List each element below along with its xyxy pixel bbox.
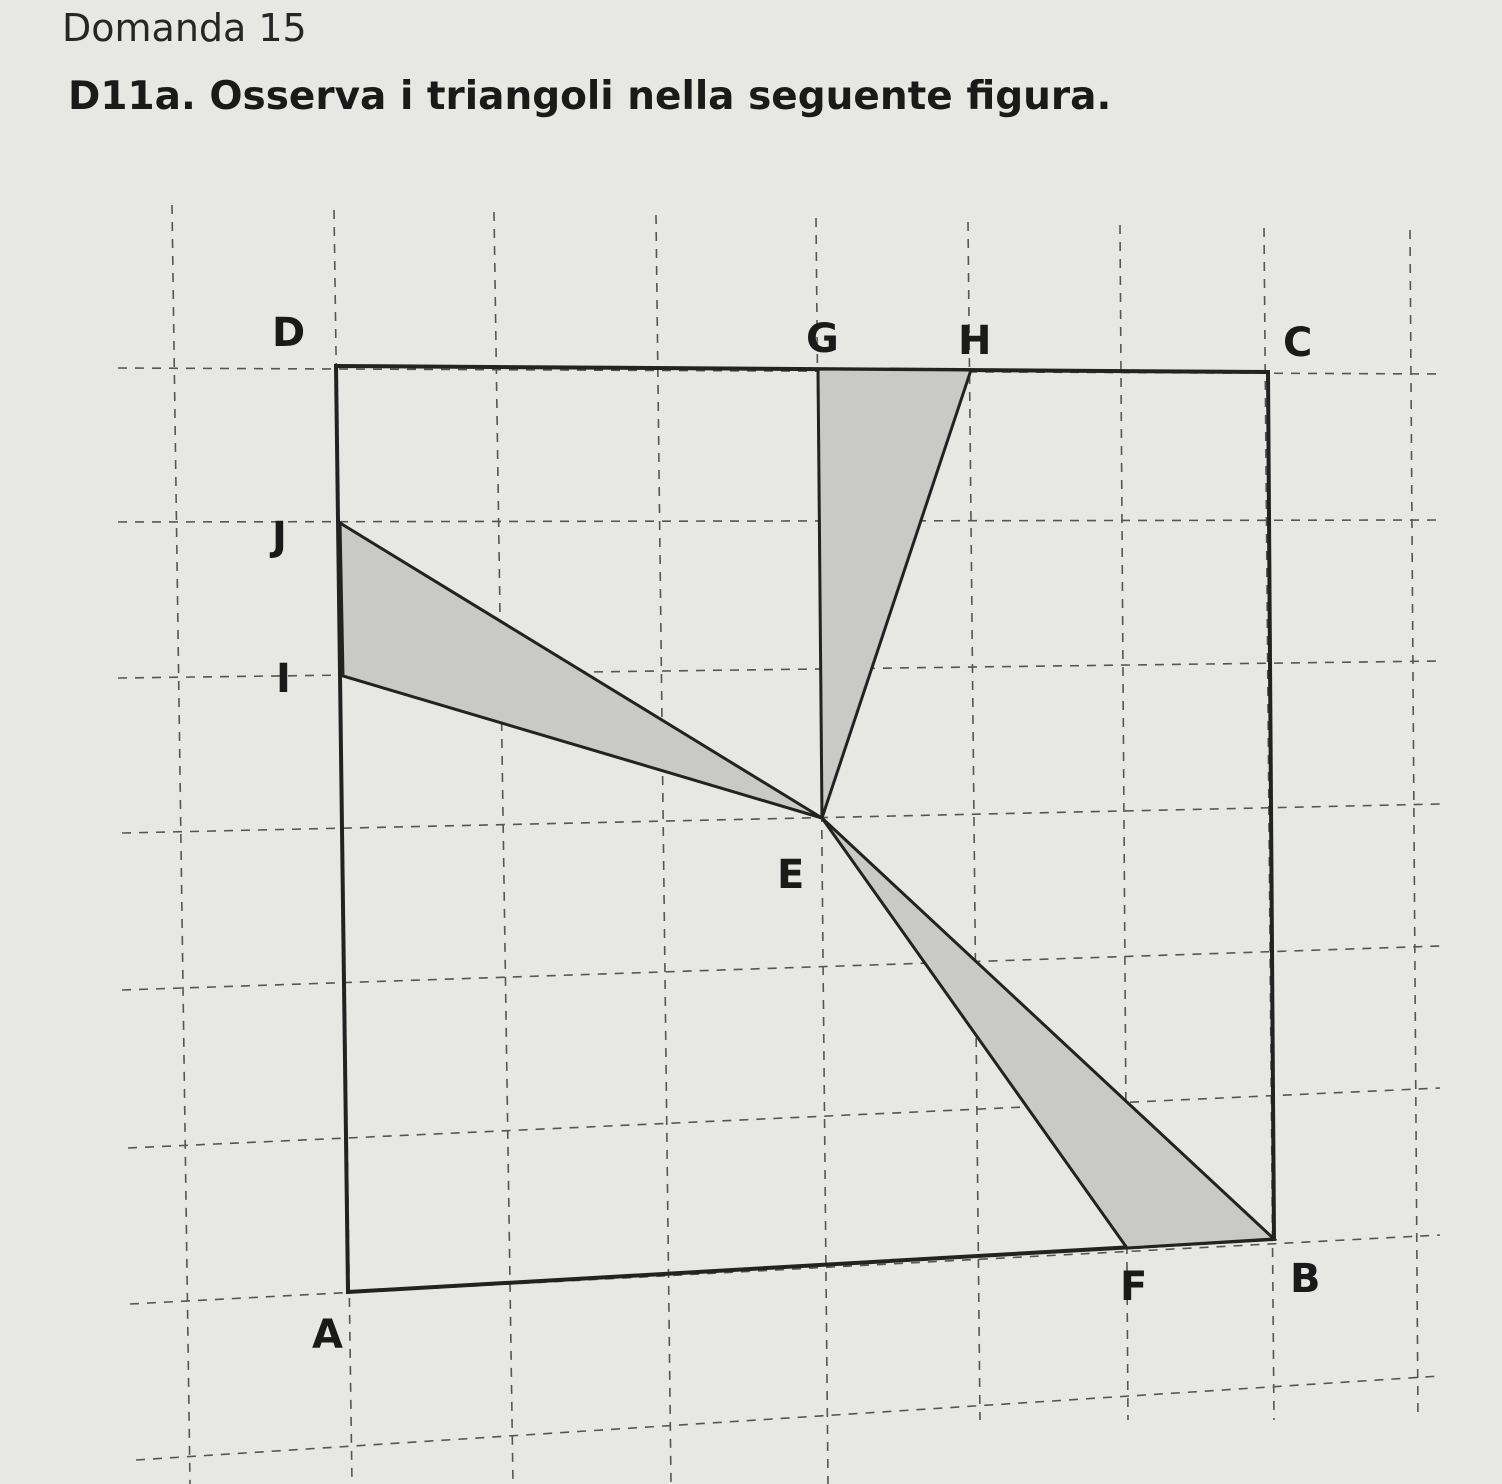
grid-line	[1410, 230, 1418, 1420]
label-d: D	[272, 310, 306, 356]
label-h: H	[958, 318, 992, 364]
grid-line	[122, 804, 1440, 833]
grid-line	[968, 222, 980, 1420]
grid-line	[656, 215, 671, 1484]
grid-line	[130, 1235, 1440, 1304]
grid-line	[494, 212, 513, 1484]
grid-line	[136, 1376, 1440, 1460]
label-a: A	[312, 1312, 343, 1358]
label-c: C	[1283, 320, 1313, 366]
label-i: I	[276, 656, 291, 702]
label-b: B	[1290, 1256, 1321, 1302]
question-text: D11a. Osserva i triangoli nella seguente figura.	[68, 74, 1112, 119]
grid-line	[122, 946, 1440, 990]
triangle-egh	[818, 369, 971, 818]
triangle-efb	[822, 818, 1274, 1248]
label-f: F	[1120, 1264, 1148, 1310]
label-e: E	[777, 852, 805, 898]
label-g: G	[806, 316, 839, 362]
dashed-grid	[118, 205, 1440, 1484]
grid-line	[128, 1088, 1440, 1148]
label-j: J	[272, 514, 287, 560]
grid-line	[118, 661, 1440, 678]
grid-line	[172, 205, 190, 1484]
grid-line	[118, 520, 1440, 522]
question-number: Domanda 15	[62, 6, 307, 50]
